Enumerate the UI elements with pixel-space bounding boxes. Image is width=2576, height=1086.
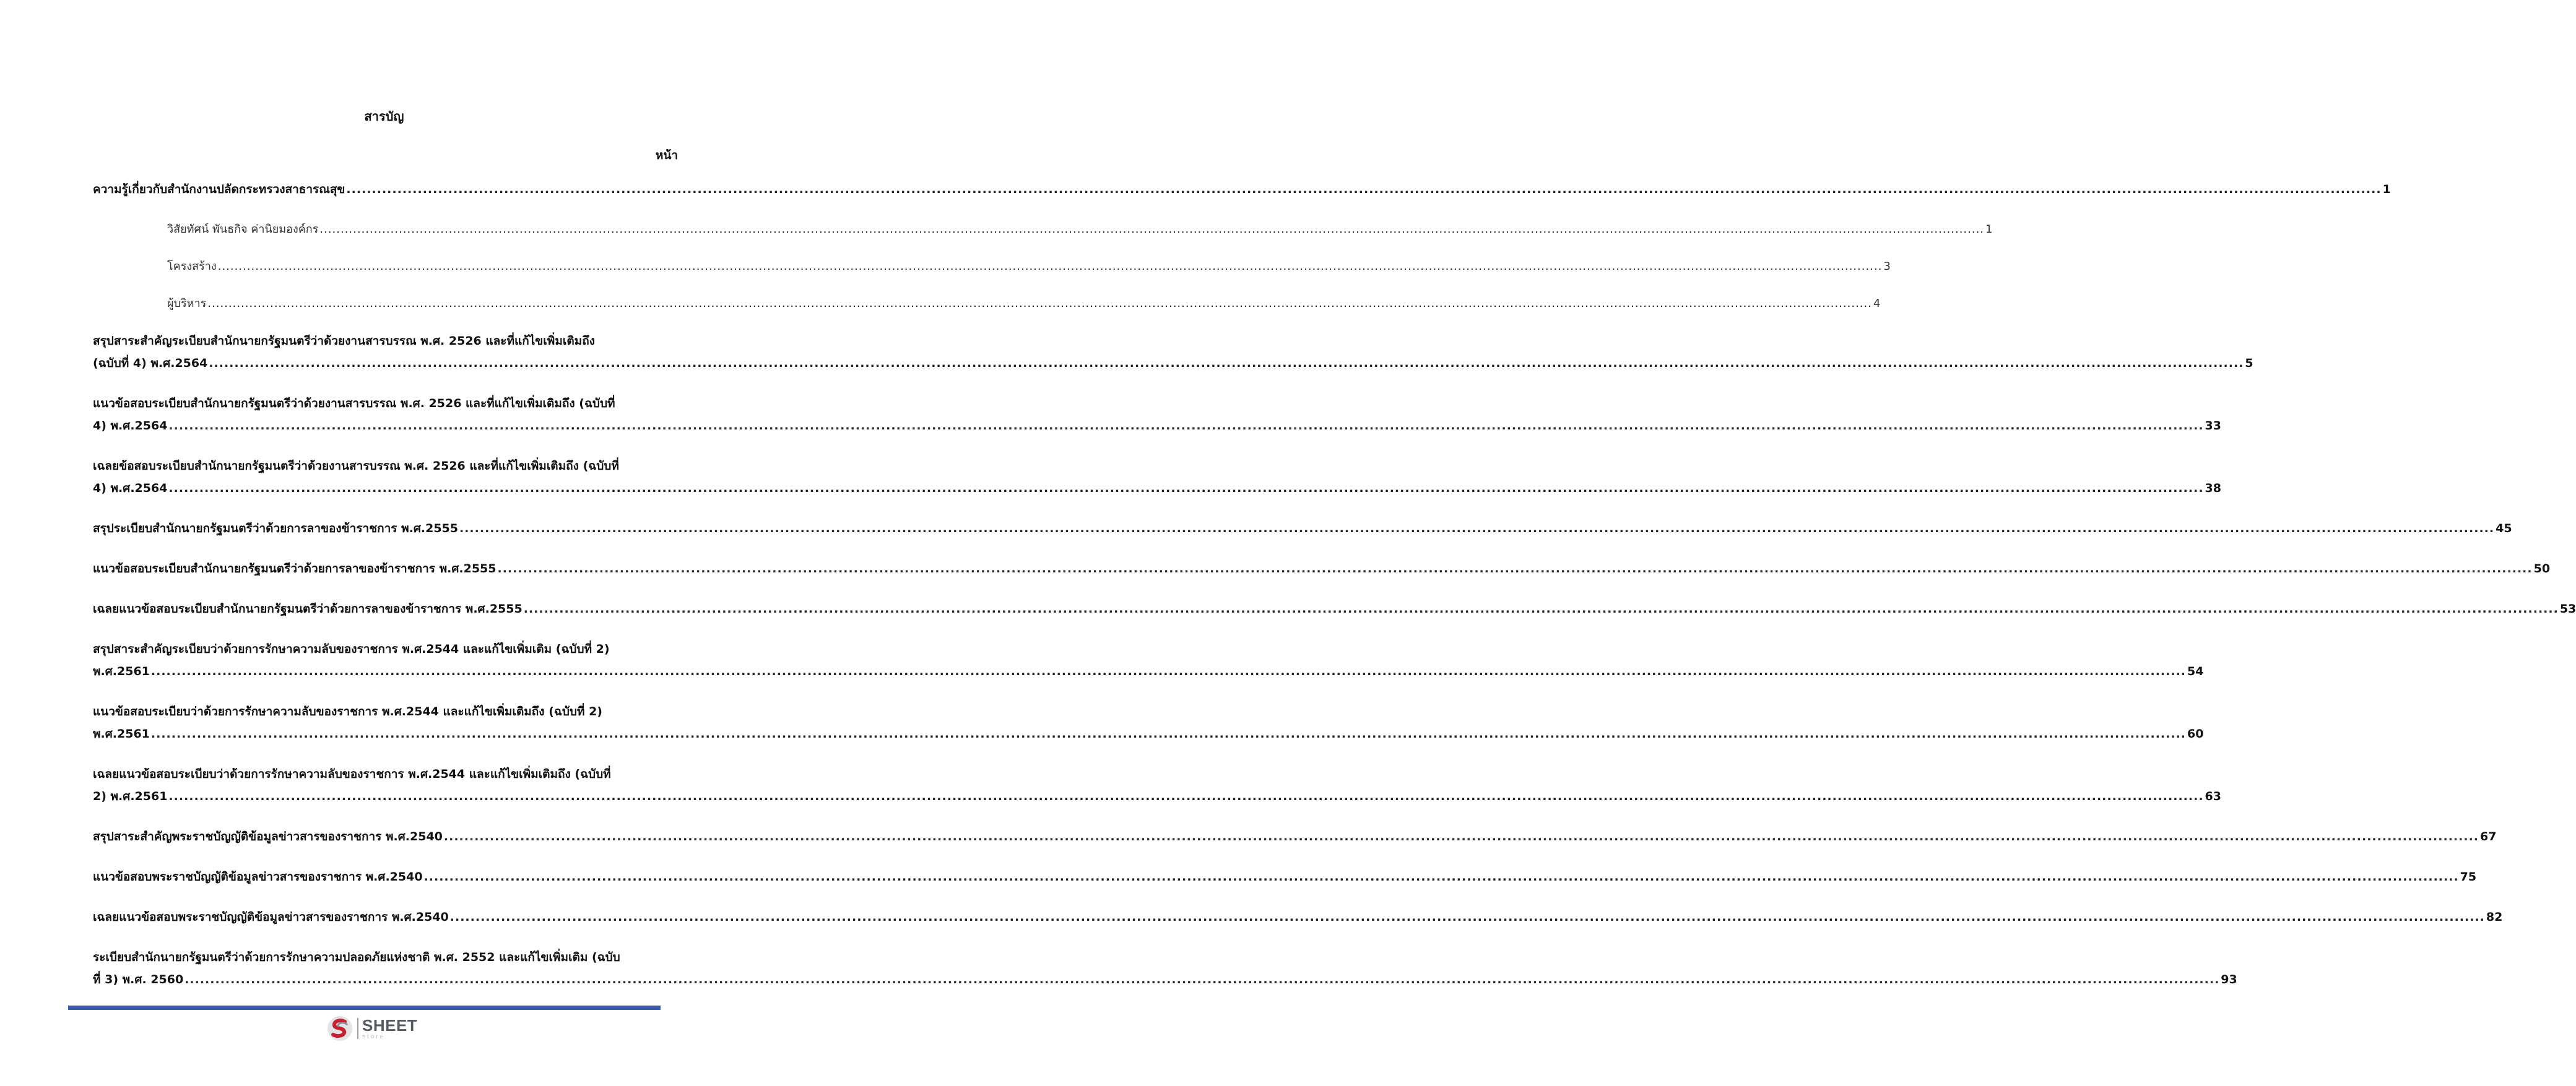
dot-leader: ................................................................................................................................................................................................................................................................................................................................................................................................................ [523,602,2559,616]
toc-entry-title: 2) พ.ศ.2561 [93,790,168,803]
toc-entry [93,866,2477,888]
toc-entry-title: สรุปสาระสำคัญพระราชบัญญัติข้อมูลข่าวสารของราชการ พ.ศ.2540 [93,830,443,843]
toc-entry-page-number: 67 [2480,830,2497,843]
toc-entry-title-line1: เฉลยข้อสอบระเบียบสำนักนายกรัฐมนตรีว่าด้วยงานสารบรรณ พ.ศ. 2526 และที่แก้ไขเพิ่มเติมถึง (ฉบับที่ [93,459,619,473]
toc-entry-title: ความรู้เกี่ยวกับสำนักงานปลัดกระทรวงสาธารณสุข [93,183,345,196]
toc-subentry [167,218,1993,241]
toc-entry-page-number: 53 [2559,602,2576,616]
toc-entry [93,946,2237,991]
toc-entry-page-number: 63 [2205,790,2221,803]
toc-entry-title: พ.ศ.2561 [93,727,150,741]
dot-leader: ................................................................................................................................................................................................................................................................................................................................................................................................................ [168,481,2204,495]
toc-entry-page-number: 82 [2486,910,2503,924]
sheet-store-logo [326,1015,417,1042]
dot-leader: ................................................................................................................................................................................................................................................................................................................................................................................................................ [346,183,2382,196]
toc-entry-line [93,415,2221,437]
dot-leader: ................................................................................................................................................................................................................................................................................................................................................................................................................ [150,665,2187,678]
toc-entry-title: ผู้บริหาร [167,297,207,310]
toc-entry-line [93,598,2576,620]
toc-entry-line [93,178,2391,200]
toc-entry-line [93,660,2204,683]
toc-entry-line [93,785,2221,808]
page-column-label: หน้า [655,149,678,162]
toc-entry [93,178,2391,200]
toc-entry [93,330,2253,374]
toc-entry-line [93,723,2204,745]
logo-word: SHEET [362,1015,418,1035]
toc-entry-title: พ.ศ.2561 [93,665,150,678]
footer-bar [68,1006,661,1010]
dot-leader: ................................................................................................................................................................................................................................................................................................................................................................................................................ [150,727,2187,741]
toc-entry [93,558,2551,580]
toc-entry-line [93,558,2551,580]
dot-leader: ................................................................................................................................................................................................................................................................................................................................................................................................................ [217,260,1883,273]
dot-leader: ................................................................................................................................................................................................................................................................................................................................................................................................................ [168,790,2204,803]
toc-entry-title: 4) พ.ศ.2564 [93,419,168,433]
dot-leader: ................................................................................................................................................................................................................................................................................................................................................................................................................ [209,356,2244,370]
toc-entry-line [93,968,2237,991]
toc-entry-page-number: 1 [2382,183,2391,196]
toc-entry [93,638,2204,683]
logo-subword: store [362,1033,386,1040]
sheet-store-logo-icon [326,1015,353,1042]
toc-entry-title: เฉลยแนวข้อสอบพระราชบัญญัติข้อมูลข่าวสารของราชการ พ.ศ.2540 [93,910,449,924]
toc-entry-title: ที่ 3) พ.ศ. 2560 [93,973,184,986]
toc-entry [93,700,2204,745]
toc-entry-title: วิสัยทัศน์ พันธกิจ ค่านิยมองค์กร [167,223,319,236]
toc-entry-line [167,293,1881,315]
toc-subentry [167,293,1881,315]
toc-entry-title: สรุประเบียบสำนักนายกรัฐมนตรีว่าด้วยการลาของข้าราชการ พ.ศ.2555 [93,522,458,535]
toc-entry-page-number: 93 [2221,973,2237,986]
toc-entry-title-line1: สรุปสาระสำคัญระเบียบว่าด้วยการรักษาความลับของราชการ พ.ศ.2544 และแก้ไขเพิ่มเติม (ฉบับที่ 2) [93,642,610,656]
toc-entry-title: (ฉบับที่ 4) พ.ศ.2564 [93,356,208,370]
dot-leader: ................................................................................................................................................................................................................................................................................................................................................................................................................ [319,223,1985,236]
dot-leader: ................................................................................................................................................................................................................................................................................................................................................................................................................ [184,973,2220,986]
dot-leader: ................................................................................................................................................................................................................................................................................................................................................................................................................ [449,910,2485,924]
toc-entry-line [93,477,2221,499]
toc-entry [93,906,2503,928]
toc-entry [93,598,2576,620]
toc-entry-page-number: 54 [2187,665,2204,678]
toc-entry-line [167,218,1993,241]
toc-entry-page-number: 75 [2460,870,2477,884]
dot-leader: ................................................................................................................................................................................................................................................................................................................................................................................................................ [459,522,2495,535]
dot-leader: ................................................................................................................................................................................................................................................................................................................................................................................................................ [207,297,1872,310]
dot-leader: ................................................................................................................................................................................................................................................................................................................................................................................................................ [497,562,2533,575]
toc-entry [93,455,2221,499]
toc-entry-page-number: 4 [1873,297,1881,310]
toc-entry-title: โครงสร้าง [167,260,217,273]
toc-entry-title: แนวข้อสอบระเบียบสำนักนายกรัฐมนตรีว่าด้วยการลาของข้าราชการ พ.ศ.2555 [93,562,497,575]
toc-entry-page-number: 5 [2245,356,2253,370]
logo-text [362,1017,417,1040]
toc-entry-page-number: 38 [2205,481,2221,495]
toc-entry-line [93,517,2512,540]
toc-entry [93,392,2221,437]
toc-entry-title-line1: แนวข้อสอบระเบียบว่าด้วยการรักษาความลับของราชการ พ.ศ.2544 และแก้ไขเพิ่มเติมถึง (ฉบับที่ 2) [93,705,602,718]
toc-entry-title: แนวข้อสอบพระราชบัญญัติข้อมูลข่าวสารของราชการ พ.ศ.2540 [93,870,423,884]
toc-entry-line [93,906,2503,928]
toc-entry-title: เฉลยแนวข้อสอบระเบียบสำนักนายกรัฐมนตรีว่าด้วยการลาของข้าราชการ พ.ศ.2555 [93,602,523,616]
toc-entry-title-line1: สรุปสาระสำคัญระเบียบสำนักนายกรัฐมนตรีว่าด้วยงานสารบรรณ พ.ศ. 2526 และที่แก้ไขเพิ่มเติมถึง [93,334,595,348]
toc-entry-line [93,825,2497,848]
toc-entry [93,517,2512,540]
dot-leader: ................................................................................................................................................................................................................................................................................................................................................................................................................ [168,419,2204,433]
toc-entry-page-number: 33 [2205,419,2221,433]
dot-leader: ................................................................................................................................................................................................................................................................................................................................................................................................................ [423,870,2459,884]
toc-entry-line [93,866,2477,888]
toc-entry-title-line1: เฉลยแนวข้อสอบระเบียบว่าด้วยการรักษาความลับของราชการ พ.ศ.2544 และแก้ไขเพิ่มเติมถึง (ฉบับที่ [93,767,611,781]
dot-leader: ................................................................................................................................................................................................................................................................................................................................................................................................................ [443,830,2479,843]
logo-divider [357,1018,358,1039]
toc-entry-line [93,352,2253,374]
toc-entry-page-number: 60 [2187,727,2204,741]
toc-title: สารบัญ [364,109,404,124]
toc-entry [93,825,2497,848]
toc-entry-title-line1: ระเบียบสำนักนายกรัฐมนตรีว่าด้วยการรักษาความปลอดภัยแห่งชาติ พ.ศ. 2552 และแก้ไขเพิ่มเติม (ฉบับ [93,950,620,964]
toc-entry-line [167,256,1891,278]
toc-entry-page-number: 1 [1985,223,1993,236]
toc-entry-title-line1: แนวข้อสอบระเบียบสำนักนายกรัฐมนตรีว่าด้วยงานสารบรรณ พ.ศ. 2526 และที่แก้ไขเพิ่มเติมถึง (ฉบับที่ [93,397,615,410]
toc-entry-page-number: 50 [2533,562,2551,575]
toc-entry [93,763,2221,808]
table-of-contents [93,178,2576,1009]
toc-entry-page-number: 3 [1883,260,1891,273]
toc-entry-title: 4) พ.ศ.2564 [93,481,168,495]
toc-subentry [167,256,1891,278]
toc-entry-page-number: 45 [2496,522,2512,535]
